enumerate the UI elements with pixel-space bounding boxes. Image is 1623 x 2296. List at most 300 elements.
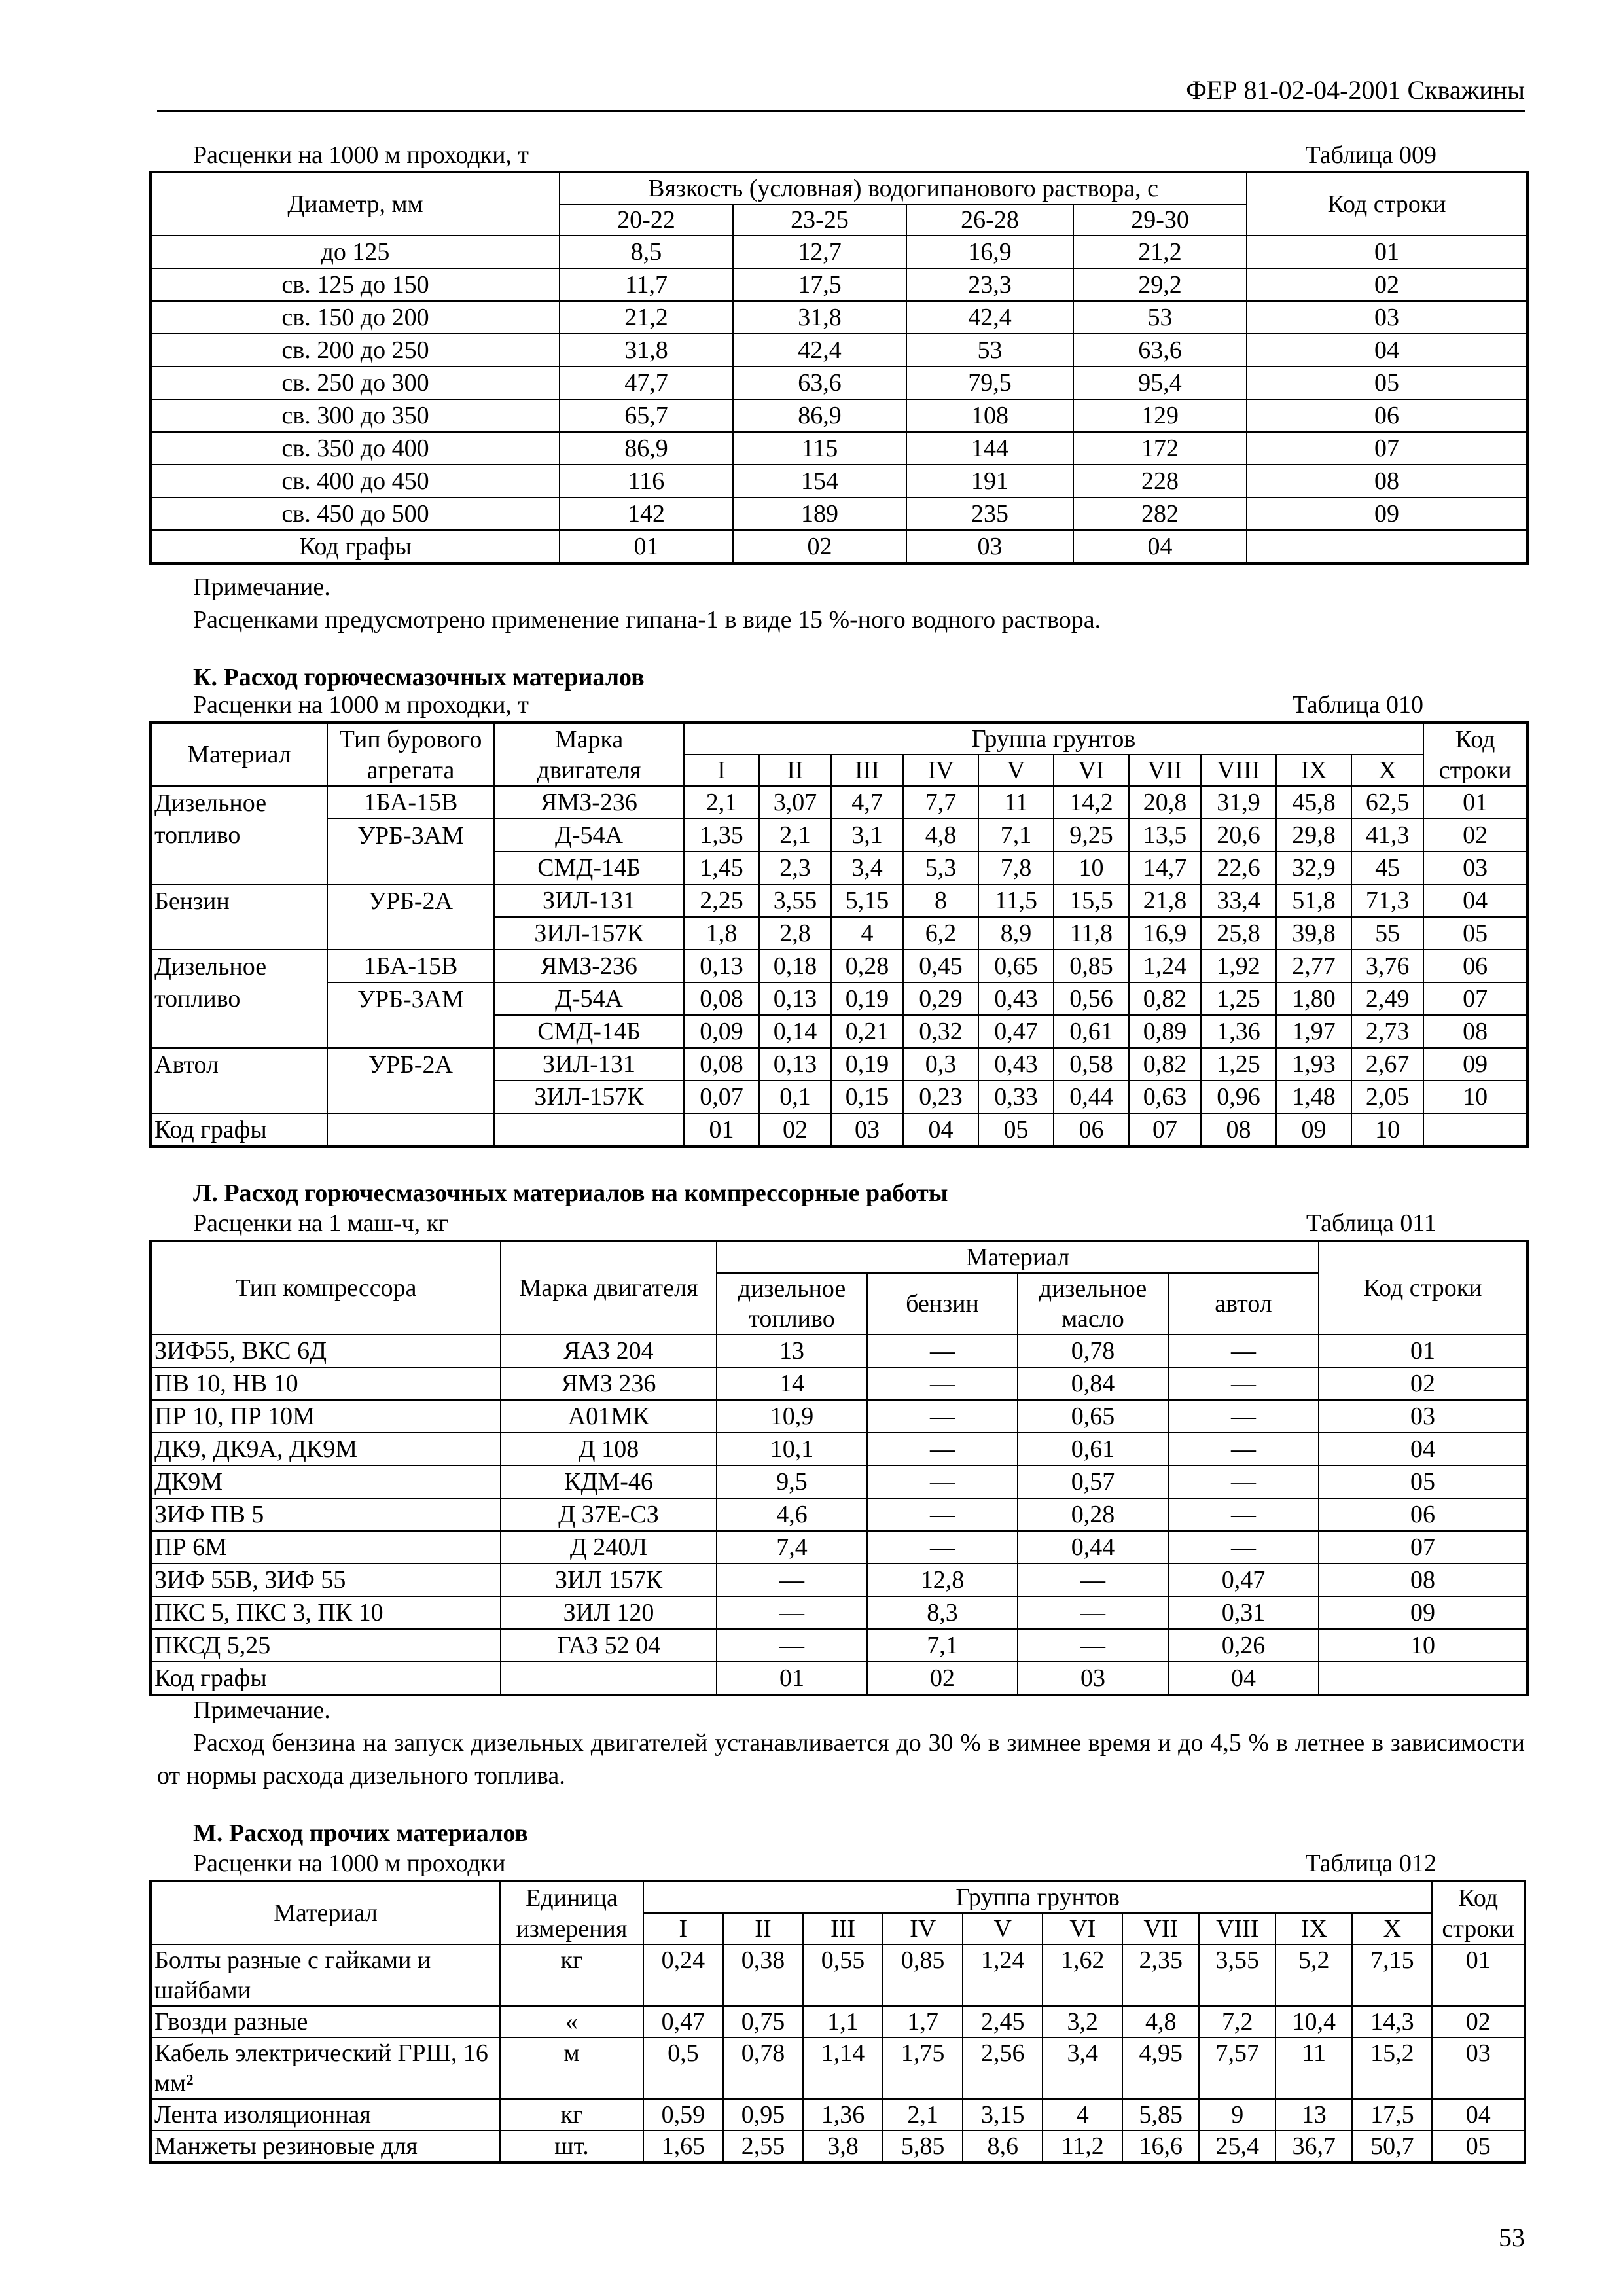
t10-cell-value: 0,13 [759, 1048, 831, 1081]
t12-cell-value: 0,59 [643, 2099, 723, 2130]
t10-cell-value: 45 [1351, 852, 1423, 884]
t12-cell-value: 1,14 [803, 2037, 883, 2099]
t9-footer-label: Код графы [151, 530, 560, 564]
t12-cell-value: 2,1 [883, 2099, 963, 2130]
table-row [151, 236, 1527, 268]
t11-cell-value: 0,31 [1168, 1596, 1319, 1629]
t10-footer-cell: 03 [831, 1113, 903, 1147]
t10-group-9: IX [1276, 755, 1351, 786]
t9-cell-code: 06 [1247, 399, 1527, 432]
running-header: ФЕР 81-02-04-2001 Скважины [157, 71, 1525, 112]
t10-cell-value: 1,25 [1201, 1048, 1276, 1081]
t11-cell-value: 0,26 [1168, 1629, 1319, 1662]
t10-cell-material: Автол [151, 1048, 327, 1081]
t10-cell-value: 3,55 [759, 884, 831, 917]
t12-head-code-1: Код [1432, 1881, 1525, 1913]
t11-sub-1b: топливо [749, 1305, 835, 1333]
t9-cell-diameter: до 125 [151, 236, 560, 268]
t12-cell-value: 0,95 [723, 2099, 803, 2130]
t9-cell-value: 23,3 [906, 268, 1073, 301]
t10-group-10: X [1351, 755, 1423, 786]
t10-cell-rig: УРБ-3АМ [327, 819, 494, 852]
t10-cell-value: 1,93 [1276, 1048, 1351, 1081]
t9-cell-value: 172 [1073, 432, 1247, 465]
t12-head-group: Группа грунтов [643, 1881, 1433, 1913]
t12-cell-value: 3,55 [1199, 1945, 1275, 2006]
t12-caption-left: Расценки на 1000 м проходки [193, 1850, 506, 1877]
t10-cell-value: 1,24 [1129, 950, 1201, 982]
t10-cell-value: 0,85 [1054, 950, 1129, 982]
t10-cell-value: 2,73 [1351, 1015, 1423, 1048]
t10-cell-code: 05 [1423, 917, 1527, 950]
table-row [151, 1433, 1527, 1465]
t12-cell-value: 3,2 [1043, 2006, 1122, 2037]
t11-cell-engine: Д 240Л [501, 1531, 717, 1564]
t10-cell-value: 0,61 [1054, 1015, 1129, 1048]
table-row [151, 2099, 1525, 2130]
table-row [151, 1564, 1527, 1596]
t10-footer-cell: 04 [903, 1113, 978, 1147]
t9-cell-diameter: св. 250 до 300 [151, 367, 560, 399]
t12-cell-value: 17,5 [1352, 2099, 1432, 2130]
t9-cell-value: 116 [560, 465, 733, 497]
t11-sub-petrol: бензин [867, 1273, 1018, 1335]
t10-cell-rig: УРБ-3АМ [327, 982, 494, 1015]
t10-cell-code: 06 [1423, 950, 1527, 982]
t10-cell-value: 3,76 [1351, 950, 1423, 982]
t12-cell-value: 36,7 [1275, 2130, 1352, 2162]
t10-cell-value: 2,49 [1351, 982, 1423, 1015]
t10-body [151, 786, 1527, 1147]
t10-cell-value: 0,21 [831, 1015, 903, 1048]
t10-footer-label: Код графы [151, 1113, 327, 1147]
t10-cell-rig [327, 852, 494, 884]
t9-cell-value: 42,4 [733, 334, 906, 367]
t9-cell-diameter: св. 450 до 500 [151, 497, 560, 530]
t12-cell-value: 1,62 [1043, 1945, 1122, 2006]
t12-cell-value: 3,8 [803, 2130, 883, 2162]
t9-cell-diameter: св. 150 до 200 [151, 301, 560, 334]
t11-cell-code: 02 [1319, 1367, 1527, 1400]
t12-cell-value: 11 [1275, 2037, 1352, 2099]
t10-cell-value: 2,05 [1351, 1081, 1423, 1113]
t9-cell-value: 191 [906, 465, 1073, 497]
t12-cell-value: 7,15 [1352, 1945, 1432, 2006]
t12-cell-code: 02 [1432, 2006, 1525, 2037]
t9-cell-code: 07 [1247, 432, 1527, 465]
t12-cell-value: 2,35 [1122, 1945, 1199, 2006]
t10-cell-value: 8 [903, 884, 978, 917]
t9-cell-value: 282 [1073, 497, 1247, 530]
table-row [151, 268, 1527, 301]
t11-cell-compressor: ПКС 5, ПКС 3, ПК 10 [151, 1596, 501, 1629]
t10-cell-material: Бензин [151, 884, 327, 917]
t12-cell-material: Манжеты резиновые для [151, 2130, 500, 2162]
t10-footer-cell: 10 [1351, 1113, 1423, 1147]
t10-footer-cell [327, 1113, 494, 1147]
t10-cell-value: 0,07 [684, 1081, 759, 1113]
table-row [151, 786, 1527, 819]
t9-cell-code: 05 [1247, 367, 1527, 399]
t10-cell-code: 03 [1423, 852, 1527, 884]
t10-cell-value: 0,15 [831, 1081, 903, 1113]
t10-cell-value: 0,19 [831, 982, 903, 1015]
table-row [151, 2037, 1525, 2099]
table-row [151, 1335, 1527, 1367]
t10-cell-value: 4,7 [831, 786, 903, 819]
t9-cell-value: 53 [1073, 301, 1247, 334]
t11-cell-value: — [867, 1498, 1018, 1531]
t10-cell-value: 2,1 [759, 819, 831, 852]
t12-head-code-2: строки [1432, 1913, 1525, 1945]
t11-cell-engine: КДМ-46 [501, 1465, 717, 1498]
t9-cell-value: 63,6 [733, 367, 906, 399]
t9-cell-diameter: св. 350 до 400 [151, 432, 560, 465]
t9-head-code: Код строки [1247, 172, 1527, 236]
t11-head-type: Тип компрессора [151, 1241, 501, 1335]
t9-cell-diameter: св. 200 до 250 [151, 334, 560, 367]
t11-cell-value: 12,8 [867, 1564, 1018, 1596]
t10-cell-value: 3,1 [831, 819, 903, 852]
t9-caption [193, 140, 1436, 170]
t12-cell-value: 0,55 [803, 1945, 883, 2006]
t10-cell-value: 32,9 [1276, 852, 1351, 884]
t11-cell-compressor: ДК9, ДК9А, ДК9М [151, 1433, 501, 1465]
t10-footer-cell: 06 [1054, 1113, 1129, 1147]
t10-caption-right: Таблица 010 [1292, 691, 1423, 719]
t10-cell-value: 1,80 [1276, 982, 1351, 1015]
t9-footer-1: 01 [560, 530, 733, 564]
t11-head-engine: Марка двигателя [501, 1241, 717, 1335]
t10-cell-value: 2,77 [1276, 950, 1351, 982]
t9-cell-value: 108 [906, 399, 1073, 432]
t11-cell-value: 7,1 [867, 1629, 1018, 1662]
t9-cell-value: 154 [733, 465, 906, 497]
t10-cell-value: 45,8 [1276, 786, 1351, 819]
t10-cell-value: 0,63 [1129, 1081, 1201, 1113]
t11-cell-code: 03 [1319, 1400, 1527, 1433]
t12-cell-value: 3,15 [963, 2099, 1043, 2130]
t12-cell-value: 2,56 [963, 2037, 1043, 2099]
table-row [151, 2130, 1525, 2162]
t12-cell-value: 10,4 [1275, 2006, 1352, 2037]
table-row [151, 982, 1527, 1015]
t10-cell-value: 31,9 [1201, 786, 1276, 819]
t9-cell-value: 235 [906, 497, 1073, 530]
t10-cell-value: 41,3 [1351, 819, 1423, 852]
t9-cell-value: 142 [560, 497, 733, 530]
t10-cell-value: 0,1 [759, 1081, 831, 1113]
t12-group-10: X [1352, 1913, 1432, 1945]
t9-head-diameter: Диаметр, мм [151, 172, 560, 236]
t10-cell-material: топливо [151, 819, 327, 852]
t12-group-4: IV [883, 1913, 963, 1945]
t10-cell-value: 2,3 [759, 852, 831, 884]
t9-cell-value: 16,9 [906, 236, 1073, 268]
t10-cell-material: Дизельное [151, 950, 327, 982]
t10-cell-material: топливо [151, 982, 327, 1015]
page-number: 53 [1499, 2223, 1525, 2252]
t12-group-7: VII [1122, 1913, 1199, 1945]
t10-cell-engine: СМД-14Б [494, 852, 684, 884]
t10-cell-value: 1,45 [684, 852, 759, 884]
t10-cell-value: 0,09 [684, 1015, 759, 1048]
t10-cell-rig [327, 1081, 494, 1113]
t10-group-1: I [684, 755, 759, 786]
t10-cell-engine: ЗИЛ-131 [494, 884, 684, 917]
t10-cell-material [151, 917, 327, 950]
t10-cell-value: 20,6 [1201, 819, 1276, 852]
t10-cell-value: 0,45 [903, 950, 978, 982]
table-row [151, 950, 1527, 982]
t11-cell-code: 06 [1319, 1498, 1527, 1531]
table-row [151, 1596, 1527, 1629]
t11-cell-value: — [1168, 1433, 1319, 1465]
table-row [151, 852, 1527, 884]
t10-cell-value: 4 [831, 917, 903, 950]
t12-cell-code: 03 [1432, 2037, 1525, 2099]
t10-cell-value: 2,25 [684, 884, 759, 917]
t11-cell-value: — [717, 1596, 867, 1629]
t10-cell-rig: УРБ-2А [327, 884, 494, 917]
t12-cell-value: 1,24 [963, 1945, 1043, 2006]
t12-cell-material: Гвозди разные [151, 2006, 500, 2037]
t10-head-material: Материал [151, 723, 327, 786]
table-row [151, 432, 1527, 465]
t9-caption-right: Таблица 009 [1305, 141, 1436, 169]
t10-cell-value: 1,35 [684, 819, 759, 852]
t10-cell-value: 14,2 [1054, 786, 1129, 819]
t9-cell-value: 11,7 [560, 268, 733, 301]
t11-sub-3b: масло [1061, 1305, 1124, 1333]
note-009-text: Расценками предусмотрено применение гипана-1 в виде 15 %-ного водного раствора. [193, 606, 1101, 634]
t12-group-5: V [963, 1913, 1043, 1945]
t11-cell-compressor: ПВ 10, НВ 10 [151, 1367, 501, 1400]
t11-footer-5: 03 [1018, 1662, 1168, 1695]
t10-cell-rig [327, 1015, 494, 1048]
t10-cell-rig: УРБ-2А [327, 1048, 494, 1081]
t11-cell-compressor: ПКСД 5,25 [151, 1629, 501, 1662]
table-row [151, 334, 1527, 367]
table-row [151, 301, 1527, 334]
t12-cell-value: 1,36 [803, 2099, 883, 2130]
t11-cell-value: — [1168, 1531, 1319, 1564]
t11-cell-compressor: ЗИФ 55В, ЗИФ 55 [151, 1564, 501, 1596]
t11-cell-compressor: ЗИФ55, ВКС 6Д [151, 1335, 501, 1367]
t9-cell-value: 29,2 [1073, 268, 1247, 301]
t9-cell-code: 03 [1247, 301, 1527, 334]
t12-cell-value: 7,2 [1199, 2006, 1275, 2037]
t10-cell-code: 01 [1423, 786, 1527, 819]
t12-cell-value: 2,45 [963, 2006, 1043, 2037]
t12-cell-value: 9 [1199, 2099, 1275, 2130]
t10-footer-cell: 07 [1129, 1113, 1201, 1147]
t10-group-5: V [978, 755, 1054, 786]
section-l-title: Л. Расход горючесмазочных материалов на компрессорные работы [193, 1179, 948, 1207]
t11-cell-value: 4,6 [717, 1498, 867, 1531]
note-009 [157, 571, 1525, 636]
t10-cell-value: 14,7 [1129, 852, 1201, 884]
t11-cell-value: 7,4 [717, 1531, 867, 1564]
t12-cell-unit: шт. [500, 2130, 643, 2162]
t12-head-material: Материал [151, 1881, 500, 1945]
t9-cell-value: 95,4 [1073, 367, 1247, 399]
t10-cell-value: 7,1 [978, 819, 1054, 852]
t11-cell-value: — [1018, 1564, 1168, 1596]
t10-caption [193, 690, 1436, 720]
t11-cell-engine: ЗИЛ 157К [501, 1564, 717, 1596]
t11-cell-compressor: ПР 10, ПР 10М [151, 1400, 501, 1433]
t11-footer-label: Код графы [151, 1662, 501, 1695]
note-009-title: Примечание. [193, 573, 330, 601]
t9-footer-4: 04 [1073, 530, 1247, 564]
t11-sub-diesel-fuel [717, 1273, 867, 1335]
table-row [151, 1081, 1527, 1113]
t11-cell-compressor: ПР 6М [151, 1531, 501, 1564]
t10-cell-value: 0,82 [1129, 982, 1201, 1015]
t12-cell-material: Лента изоляционная [151, 2099, 500, 2130]
t10-group-8: VIII [1201, 755, 1276, 786]
t11-cell-value: — [867, 1335, 1018, 1367]
t10-cell-code: 02 [1423, 819, 1527, 852]
t9-footer-5 [1247, 530, 1527, 564]
t9-cell-value: 31,8 [560, 334, 733, 367]
t12-cell-unit: кг [500, 1945, 643, 2006]
t11-cell-value: 0,47 [1168, 1564, 1319, 1596]
t9-cell-value: 129 [1073, 399, 1247, 432]
t10-cell-value: 0,89 [1129, 1015, 1201, 1048]
t10-cell-value: 0,82 [1129, 1048, 1201, 1081]
t9-cell-value: 189 [733, 497, 906, 530]
table-row [151, 1113, 1527, 1147]
t10-head-code-2: строки [1423, 755, 1527, 786]
t11-cell-value: — [867, 1465, 1018, 1498]
t10-cell-value: 29,8 [1276, 819, 1351, 852]
t9-cell-value: 63,6 [1073, 334, 1247, 367]
t11-cell-engine: Д 108 [501, 1433, 717, 1465]
t10-cell-value: 16,9 [1129, 917, 1201, 950]
t12-cell-value: 0,5 [643, 2037, 723, 2099]
t12-cell-value: 5,85 [1122, 2099, 1199, 2130]
t10-cell-material [151, 1081, 327, 1113]
t11-cell-code: 01 [1319, 1335, 1527, 1367]
t11-cell-value: — [1018, 1629, 1168, 1662]
t9-cell-value: 86,9 [560, 432, 733, 465]
t10-cell-value: 55 [1351, 917, 1423, 950]
t12-cell-value: 5,85 [883, 2130, 963, 2162]
t12-cell-code: 04 [1432, 2099, 1525, 2130]
t10-cell-value: 2,67 [1351, 1048, 1423, 1081]
table-row [151, 399, 1527, 432]
t9-cell-code: 04 [1247, 334, 1527, 367]
t9-cell-value: 144 [906, 432, 1073, 465]
table-row [151, 1531, 1527, 1564]
t12-head-unit-2: измерения [500, 1913, 643, 1945]
t10-cell-value: 0,47 [978, 1015, 1054, 1048]
t12-cell-value: 15,2 [1352, 2037, 1432, 2099]
t9-cell-code: 09 [1247, 497, 1527, 530]
table-row [151, 819, 1527, 852]
note-011-title: Примечание. [193, 1696, 330, 1724]
t10-cell-value: 1,8 [684, 917, 759, 950]
t10-cell-material [151, 1015, 327, 1048]
t10-footer-cell: 09 [1276, 1113, 1351, 1147]
t10-cell-value: 2,8 [759, 917, 831, 950]
t10-footer-cell: 05 [978, 1113, 1054, 1147]
t11-footer-7 [1319, 1662, 1527, 1695]
t11-cell-compressor: ДК9М [151, 1465, 501, 1498]
t10-cell-value: 10 [1054, 852, 1129, 884]
t9-cell-value: 17,5 [733, 268, 906, 301]
t10-cell-value: 0,32 [903, 1015, 978, 1048]
table-row [151, 1498, 1527, 1531]
t9-cell-value: 86,9 [733, 399, 906, 432]
t10-cell-value: 0,58 [1054, 1048, 1129, 1081]
t10-cell-value: 1,36 [1201, 1015, 1276, 1048]
t9-cell-diameter: св. 300 до 350 [151, 399, 560, 432]
table-row [151, 1945, 1525, 2006]
t10-cell-value: 3,4 [831, 852, 903, 884]
t11-sub-diesel-oil [1018, 1273, 1168, 1335]
table-011 [149, 1240, 1529, 1696]
t10-cell-value: 0,13 [759, 982, 831, 1015]
t11-cell-value: — [867, 1367, 1018, 1400]
t12-cell-value: 0,75 [723, 2006, 803, 2037]
t11-cell-value: — [1168, 1400, 1319, 1433]
t12-cell-value: 0,38 [723, 1945, 803, 2006]
table-row [151, 367, 1527, 399]
t10-cell-engine: ЗИЛ-157К [494, 1081, 684, 1113]
t12-group-9: IX [1275, 1913, 1352, 1945]
t12-cell-value: 5,2 [1275, 1945, 1352, 2006]
t10-cell-value: 0,14 [759, 1015, 831, 1048]
table-009 [149, 171, 1529, 565]
t9-cell-value: 21,2 [1073, 236, 1247, 268]
t10-cell-value: 0,19 [831, 1048, 903, 1081]
table-row [151, 1367, 1527, 1400]
t10-cell-value: 62,5 [1351, 786, 1423, 819]
t10-cell-value: 33,4 [1201, 884, 1276, 917]
t11-head-material: Материал [717, 1241, 1319, 1273]
t10-cell-value: 7,7 [903, 786, 978, 819]
t9-caption-left: Расценки на 1000 м проходки, т [193, 141, 529, 169]
t10-cell-value: 21,8 [1129, 884, 1201, 917]
t11-cell-value: — [717, 1629, 867, 1662]
t12-group-8: VIII [1199, 1913, 1275, 1945]
table-row [151, 497, 1527, 530]
t11-cell-value: 0,61 [1018, 1433, 1168, 1465]
section-m-title: М. Расход прочих материалов [193, 1820, 528, 1847]
t9-cell-value: 79,5 [906, 367, 1073, 399]
t9-cell-diameter: св. 400 до 450 [151, 465, 560, 497]
t10-cell-rig: 1БА-15В [327, 786, 494, 819]
t11-cell-code: 05 [1319, 1465, 1527, 1498]
t11-cell-value: — [1168, 1465, 1319, 1498]
t12-cell-value: 0,47 [643, 2006, 723, 2037]
t10-cell-value: 13,5 [1129, 819, 1201, 852]
t10-footer-cell [1423, 1113, 1527, 1147]
t11-footer-3: 01 [717, 1662, 867, 1695]
t9-cell-value: 47,7 [560, 367, 733, 399]
t10-cell-value: 20,8 [1129, 786, 1201, 819]
t10-cell-value: 1,92 [1201, 950, 1276, 982]
t9-sub-3: 26-28 [906, 204, 1073, 236]
t11-cell-value: — [1168, 1367, 1319, 1400]
t10-head-type-1: Тип бурового [327, 723, 494, 755]
t10-cell-value: 0,96 [1201, 1081, 1276, 1113]
t11-cell-value: — [717, 1564, 867, 1596]
t12-cell-value: 16,6 [1122, 2130, 1199, 2162]
